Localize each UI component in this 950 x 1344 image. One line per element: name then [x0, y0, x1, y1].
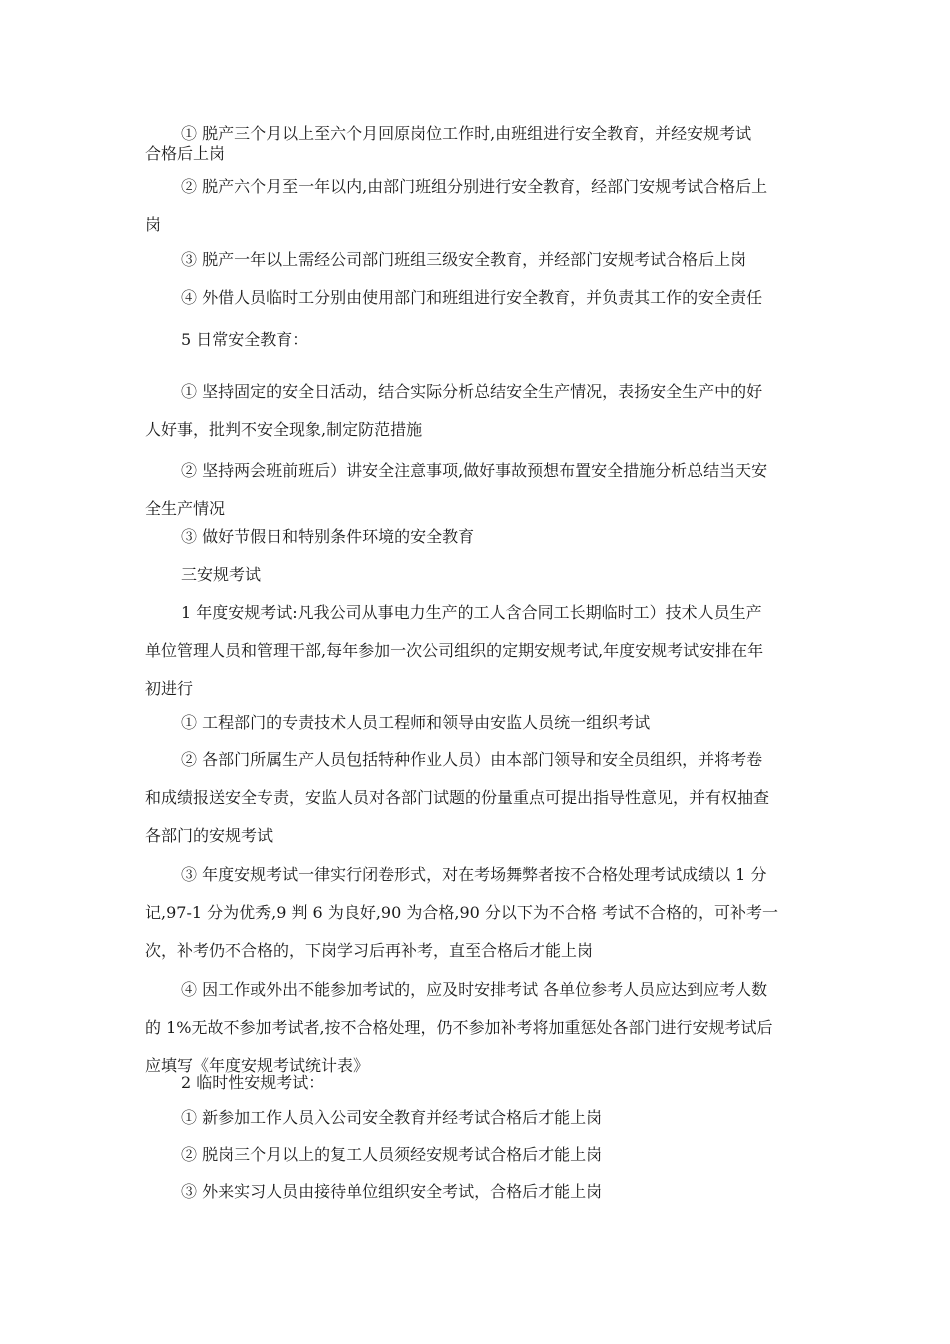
paragraph-12: [145, 741, 811, 855]
paragraph-line: ① 脱产三个月以上至六个月回原岗位工作时,由班组进行安全教育，并经安规考试: [181, 124, 752, 143]
paragraph-line: 记,97-1 分为优秀,9 判 6 为良好,90 为合格,90 分以下为不合格 考试不合格的，可补考一: [145, 903, 778, 922]
paragraph-line: 和成绩报送安全专责，安监人员对各部门试题的份量重点可提出指导性意见，并有权抽查: [145, 788, 770, 807]
paragraph-14: [145, 971, 811, 1085]
paragraph-1: [145, 124, 811, 164]
paragraph-4: [145, 288, 811, 308]
paragraph-line: ② 各部门所属生产人员包括特种作业人员）由本部门领导和安全员组织，并将考卷: [181, 750, 763, 769]
paragraph-line: 初进行: [145, 679, 194, 698]
paragraph-line: ③ 外来实习人员由接待单位组织安全考试，合格后才能上岗: [181, 1182, 603, 1201]
paragraph-line: 1 年度安规考试:凡我公司从事电力生产的工人含合同工长期临时工）技术人员生产: [181, 603, 762, 622]
paragraph-11: [145, 713, 811, 733]
paragraph-line: 应填写《年度安规考试统计表》: [145, 1056, 370, 1075]
paragraph-line: 的 1%无故不参加考试者,按不合格处理，仍不参加补考将加重惩处各部门进行安规考试后: [145, 1018, 773, 1037]
paragraph-line: ② 脱岗三个月以上的复工人员须经安规考试合格后才能上岗: [181, 1145, 603, 1164]
paragraph-line: ③ 脱产一年以上需经公司部门班组三级安全教育，并经部门安规考试合格后上岗: [181, 250, 747, 269]
paragraph-line: ② 脱产六个月至一年以内,由部门班组分别进行安全教育，经部门安规考试合格后上: [181, 177, 768, 196]
paragraph-2: [145, 168, 811, 244]
paragraph-line: ③ 做好节假日和特别条件环境的安全教育: [181, 527, 475, 546]
paragraph-line: 5 日常安全教育：: [181, 330, 309, 349]
paragraph-line: ④ 外借人员临时工分别由使用部门和班组进行安全教育，并负责其工作的安全责任: [181, 288, 763, 307]
paragraph-16: [145, 1108, 811, 1128]
paragraph-line: 各部门的安规考试: [145, 826, 274, 845]
paragraph-6: [145, 373, 811, 449]
paragraph-17: [145, 1145, 811, 1165]
section-heading-safety-exam: [145, 565, 811, 585]
paragraph-line: ② 坚持两会班前班后）讲安全注意事项,做好事故预想布置安全措施分析总结当天安: [181, 461, 768, 480]
paragraph-line: 三安规考试: [181, 565, 262, 584]
paragraph-line: ① 工程部门的专责技术人员工程师和领导由安监人员统一组织考试: [181, 713, 651, 732]
paragraph-line: ① 坚持固定的安全日活动，结合实际分析总结安全生产情况，表扬安全生产中的好: [181, 382, 763, 401]
section-heading-daily-education: [145, 330, 811, 350]
paragraph-line: ④ 因工作或外出不能参加考试的，应及时安排考试 各单位参考人员应达到应考人数: [181, 980, 768, 999]
paragraph-8: [145, 527, 811, 547]
paragraph-line: 2 临时性安规考试：: [181, 1073, 325, 1092]
paragraph-7: [145, 452, 811, 528]
section-heading-temporary-exam: [145, 1073, 811, 1093]
paragraph-10: [145, 594, 811, 708]
paragraph-line: 单位管理人员和管理干部,每年参加一次公司组织的定期安规考试,年度安规考试安排在年: [145, 641, 764, 660]
paragraph-line: 次，补考仍不合格的，下岗学习后再补考，直至合格后才能上岗: [145, 941, 594, 960]
paragraph-line: 人好事，批判不安全现象,制定防范措施: [145, 420, 423, 439]
paragraph-line: ① 新参加工作人员入公司安全教育并经考试合格后才能上岗: [181, 1108, 603, 1127]
paragraph-line: ③ 年度安规考试一律实行闭卷形式，对在考场舞弊者按不合格处理考试成绩以 1 分: [181, 865, 767, 884]
paragraph-line: 岗: [145, 215, 162, 234]
paragraph-line: 合格后上岗: [145, 144, 226, 163]
paragraph-3: [145, 250, 811, 270]
paragraph-18: [145, 1182, 811, 1202]
paragraph-line: 全生产情况: [145, 499, 226, 518]
paragraph-13: [145, 856, 811, 970]
